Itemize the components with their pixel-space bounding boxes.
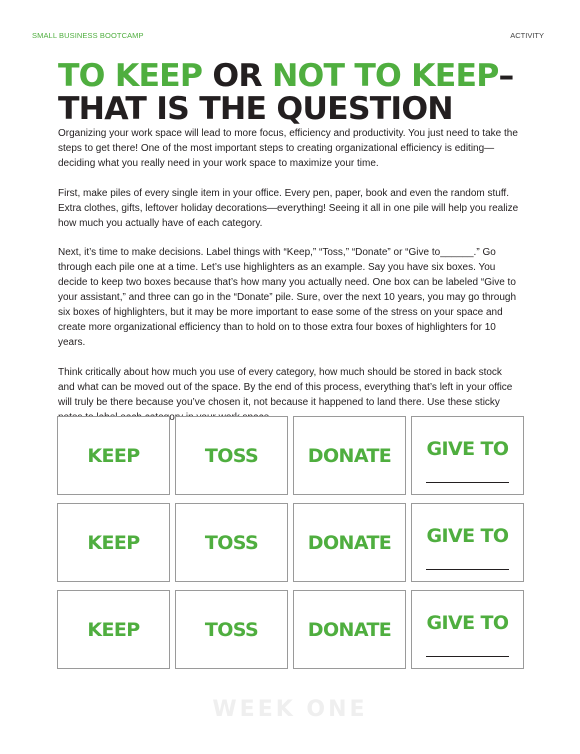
write-in-line xyxy=(426,656,509,657)
sticky-note-donate xyxy=(293,590,406,669)
sticky-note-keep xyxy=(57,590,170,669)
sticky-note-toss xyxy=(175,590,288,669)
sticky-note-label: GIVE TO xyxy=(426,524,509,547)
write-in-line xyxy=(426,569,509,570)
sticky-note-label: DONATE xyxy=(307,444,392,467)
sticky-note-toss xyxy=(175,503,288,582)
paragraph: Organizing your work space will lead to more focus, efficiency and productivity. You just need to take the steps to get there! One of the most important steps to creating organizational efficiency is editing—deciding what you really need in your work space to maximize your time. xyxy=(58,128,518,169)
sticky-note-label: TOSS xyxy=(204,531,259,554)
sticky-note-give-to xyxy=(411,590,524,669)
write-in-line xyxy=(426,482,509,483)
title-or: OR xyxy=(202,58,272,94)
sticky-note-label: TOSS xyxy=(204,444,259,467)
body-text xyxy=(58,126,520,439)
sticky-notes-grid xyxy=(57,416,524,669)
paragraph: First, make piles of every single item in your office. Every pen, paper, book and even the random stuff. Extra clothes, gifts, leftover holiday decorations—everything! Seeing it all in one pile will help you realize how much you actually have of each category. xyxy=(58,187,519,229)
page-title xyxy=(58,60,528,126)
sticky-note-keep xyxy=(57,503,170,582)
header-section-label: SMALL BUSINESS BOOTCAMP xyxy=(32,31,144,40)
sticky-note-label: KEEP xyxy=(87,618,140,641)
sticky-note-keep xyxy=(57,416,170,495)
sticky-note-label: GIVE TO xyxy=(426,611,509,634)
title-keep: TO KEEP xyxy=(58,58,203,94)
paragraph: Next, it’s time to make decisions. Label things with “Keep,” “Toss,” “Donate” or “Give to______.” Go through each pile one at a time. Let’s use highlighters as an example. Say you have six boxes. You decide to keep two boxes because that’s how many you actually need. One box can be labeled “Give to your assistant,” and three can go in the “Donate” pile. Sure, over the next 10 years, you may go through six boxes of highlighters, but it may be more important to ease some of the stress on your space and create more organizational efficiency than to hold on to those extra four boxes of highlighters for 10 years. xyxy=(58,247,517,348)
sticky-note-toss xyxy=(175,416,288,495)
sticky-note-give-to xyxy=(411,416,524,495)
title-not-to-keep: NOT TO KEEP xyxy=(271,58,499,94)
paragraph: Think critically about how much you use of every category, how much should be stored in back stock and what can be moved out of the space. By the end of this process, everything that’s left in your office will truly be there because you’ve chosen it, not because it happened to land there. Use these sticky xyxy=(58,366,513,408)
sticky-note-label: GIVE TO xyxy=(426,437,509,460)
sticky-note-donate xyxy=(293,503,406,582)
header-activity-label: ACTIVITY xyxy=(510,31,544,40)
sticky-note-label: KEEP xyxy=(87,444,140,467)
sticky-note-give-to xyxy=(411,503,524,582)
title-dash: – xyxy=(498,58,514,94)
sticky-note-label: DONATE xyxy=(307,618,392,641)
sticky-note-label: DONATE xyxy=(307,531,392,554)
sticky-note-donate xyxy=(293,416,406,495)
footer-week-label: WEEK ONE xyxy=(212,697,368,722)
sticky-note-label: KEEP xyxy=(87,531,140,554)
title-question: THAT IS THE QUESTION xyxy=(58,91,453,127)
sticky-note-label: TOSS xyxy=(204,618,259,641)
